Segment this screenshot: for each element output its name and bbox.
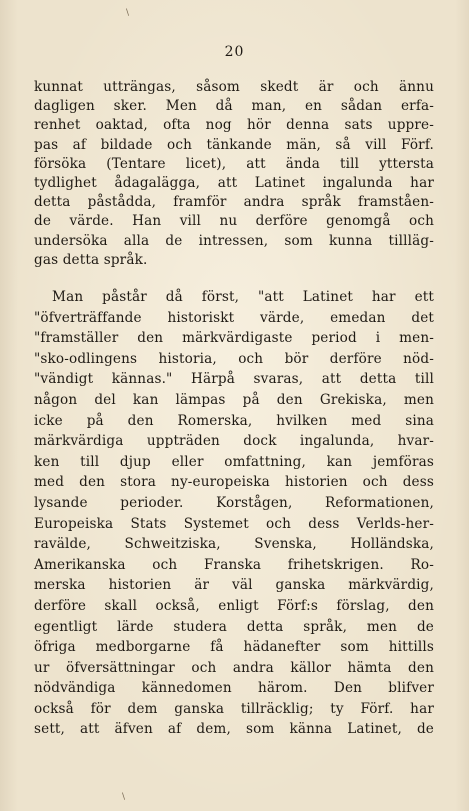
- text-line: renhet oaktad, ofta nog hör denna sats uppre-: [34, 117, 434, 134]
- text-line: de värde. Han vill nu derföre genomgå och: [34, 213, 434, 230]
- text-line: "framställer den märkvärdigaste period i men-: [34, 330, 434, 347]
- text-line: kunnat utträngas, såsom skedt är och ännu: [34, 79, 434, 95]
- text-line: Europeiska Stats Systemet och dess Verlds-her-: [34, 515, 434, 532]
- text-line: lysande perioder. Korstågen, Reformationen,: [34, 494, 434, 511]
- text-line: icke på den Romerska, hvilken med sina: [34, 412, 434, 429]
- text-line: "sko-odlingens historia, och bör derföre nöd-: [34, 350, 434, 367]
- text-line: märkvärdiga uppträden dock ingalunda, hvar-: [34, 433, 434, 450]
- text-line: gas detta språk.: [34, 251, 148, 268]
- text-line: Amerikanska och Franska frihetskrigen. Ro-: [34, 556, 434, 573]
- margin-mark: \: [126, 8, 130, 18]
- paragraph-1: [34, 78, 434, 270]
- text-line: tydlighet ådagalägga, att Latinet ingalunda har: [34, 174, 434, 191]
- text-line: derföre skall också, enligt Förf:s förslag, den: [34, 597, 434, 614]
- text-line: också för dem ganska tillräcklig; ty Förf. har: [34, 700, 434, 717]
- text-line: egentligt lärde studera detta språk, men de: [34, 618, 434, 635]
- text-line: detta påstådda, framför andra språk framståen-: [34, 194, 434, 211]
- text-line: "vändigt kännas." Härpå svaras, att detta till: [34, 371, 434, 388]
- page-number: 20: [224, 44, 245, 60]
- text-line: merska historien är väl ganska märkvärdig,: [34, 577, 434, 594]
- text-line: ur öfversättningar och andra källor hämta den: [34, 659, 434, 676]
- text-line: Man påstår då först, "att Latinet har ett: [52, 289, 434, 305]
- text-line: pas af bildade och tänkande män, så vill Förf.: [34, 136, 434, 153]
- text-line: dagligen sker. Men då man, en sådan erfa-: [34, 98, 434, 115]
- text-line: sett, att äfven af dem, som känna Latinet, de: [34, 721, 434, 738]
- text-line: öfriga medborgarne få hädanefter som hittills: [34, 639, 434, 656]
- text-line: undersöka alla de intressen, som kunna tillläg-: [34, 232, 434, 249]
- text-line: någon del kan lämpas på den Grekiska, men: [34, 391, 434, 408]
- paragraph-2: [34, 287, 434, 740]
- margin-mark: \: [122, 792, 126, 802]
- text-line: ravälde, Schweitziska, Svenska, Holländska,: [34, 536, 434, 553]
- text-line: försöka (Tentare licet), att ända till yttersta: [34, 155, 434, 172]
- text-line: "öfverträffande historiskt värde, emedan det: [34, 309, 434, 326]
- text-line: ken till djup eller omfattning, kan jemföras: [34, 453, 434, 470]
- text-line: nödvändiga kännedomen härom. Den blifver: [34, 680, 434, 697]
- text-line: med den stora ny-europeiska historien och dess: [34, 474, 434, 491]
